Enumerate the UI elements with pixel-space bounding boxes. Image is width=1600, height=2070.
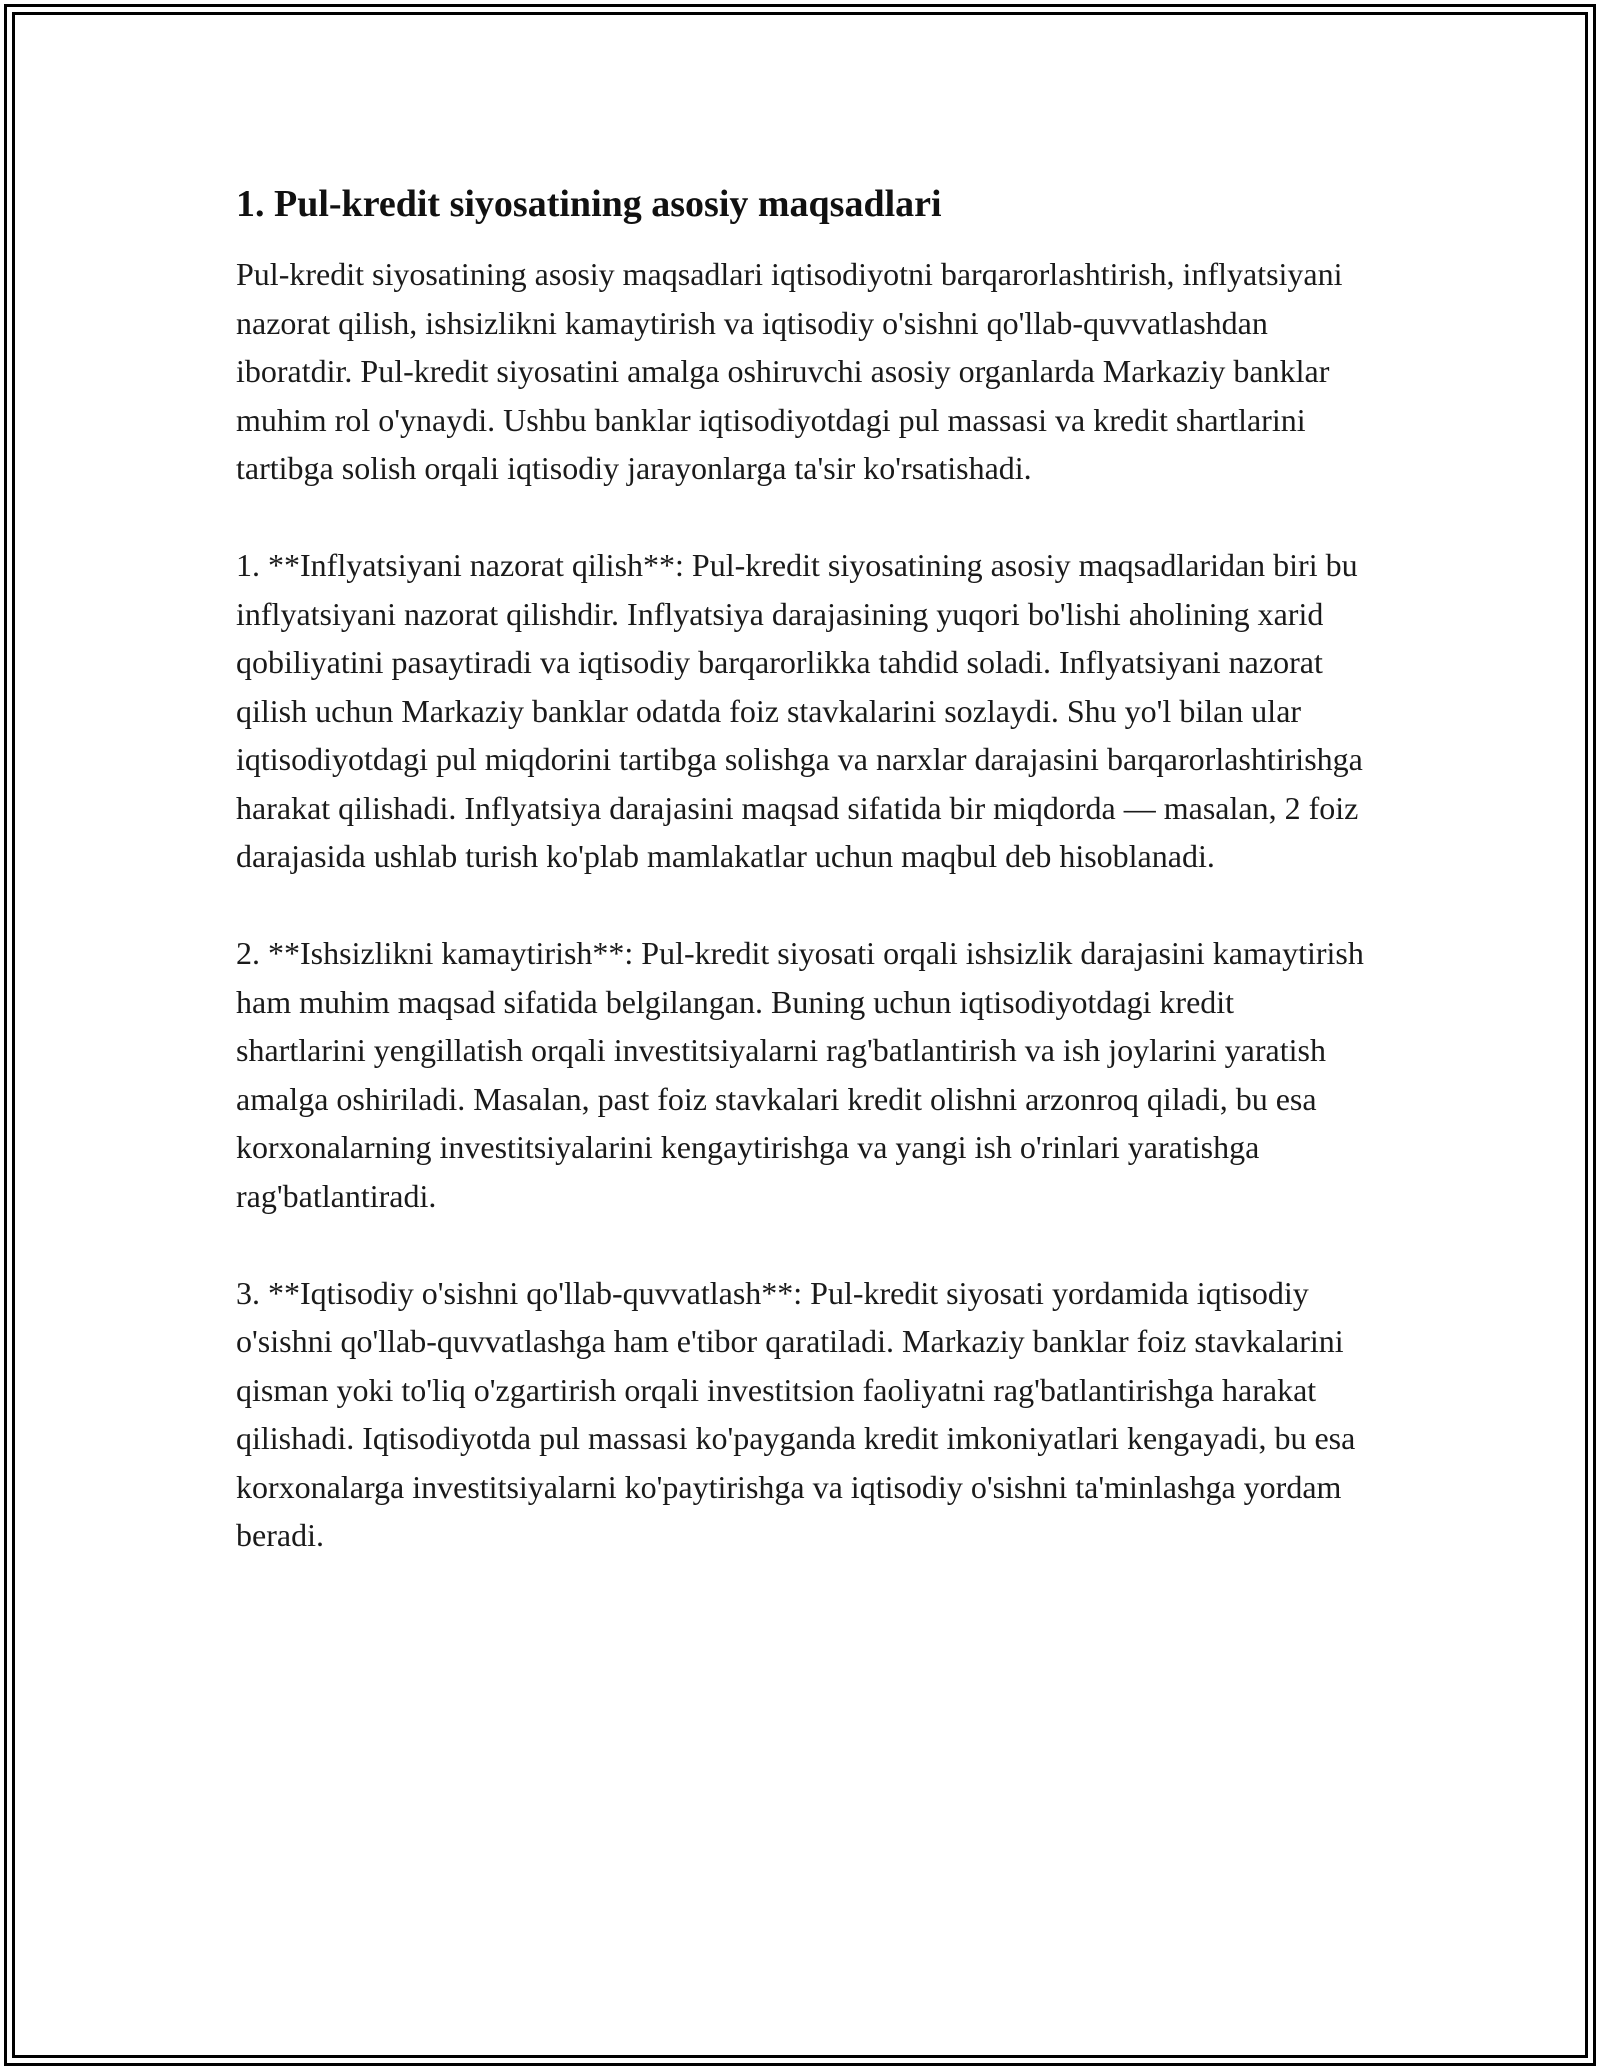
goal-growth-paragraph: 3. **Iqtisodiy o'sishni qo'llab-quvvatlash**: Pul-kredit siyosati yordamida iqtisodiy o'sishni qo'llab-quvvatlashga ham e'tibor qaratiladi. Markaziy banklar foiz stavkalarini qisman yoki to'liq o'zgartirish orqali investitsion faoliyatni rag'batlantirishga harakat qilishadi. Iqtisodiyotda pul massasi ko'payganda kredit imkoniyatlari kengayadi, bu esa korxonalarga investitsiyalarni ko'paytirishga va iqtisodiy o'sishni ta'minlashga yordam beradi. (236, 1274, 1356, 1553)
goal-unemployment-paragraph: 2. **Ishsizlikni kamaytirish**: Pul-kredit siyosati orqali ishsizlik darajasini kamaytirish ham muhim maqsad sifatida belgilangan. Buning uchun iqtisodiyotdagi kredit shartlarini yengillatish orqali investitsiyalarni rag'batlantirish va ish joylarini yaratish amalga oshiriladi. Masalan, past foiz stavkalari kredit olishni arzonroq qiladi, bu esa korxonalarning investitsiyalarini kengaytirishga va yangi ish o'rinlari yaratishga rag'batlantiradi. (236, 935, 1364, 1214)
goal-inflation-paragraph: 1. **Inflyatsiyani nazorat qilish**: Pul-kredit siyosatining asosiy maqsadlaridan biri bu inflyatsiyani nazorat qilishdir. Inflyatsiya darajasining yuqori bo'lishi aholining xarid qobiliyatini pasaytiradi va iqtisodiy barqarorlikka tahdid soladi. Inflyatsiyani nazorat qilish uchun Markaziy banklar odatda foiz stavkalarini sozlaydi. Shu yo'l bilan ular iqtisodiyotdagi pul miqdorini tartibga solishga va narxlar darajasini barqarorlashtirishga harakat qilishadi. Inflyatsiya darajasini maqsad sifatida bir miqdorda — masalan, 2 foiz darajasida ushlab turish ko'plab mamlakatlar uchun maqbul deb hisoblanadi. (236, 547, 1363, 874)
document-body (236, 180, 1366, 1608)
section-heading: 1. Pul-kredit siyosatining asosiy maqsadlari (236, 183, 942, 225)
intro-paragraph: Pul-kredit siyosatining asosiy maqsadlari iqtisodiyotni barqarorlashtirish, inflyatsiyani nazorat qilish, ishsizlikni kamaytirish va iqtisodiy o'sishni qo'llab-quvvatlashdan iboratdir. Pul-kredit siyosatini amalga oshiruvchi asosiy organlarda Markaziy banklar muhim rol o'ynaydi. Ushbu banklar iqtisodiyotdagi pul massasi va kredit shartlarini tartibga solish orqali iqtisodiy jarayonlarga ta'sir ko'rsatishadi. (236, 256, 1343, 486)
